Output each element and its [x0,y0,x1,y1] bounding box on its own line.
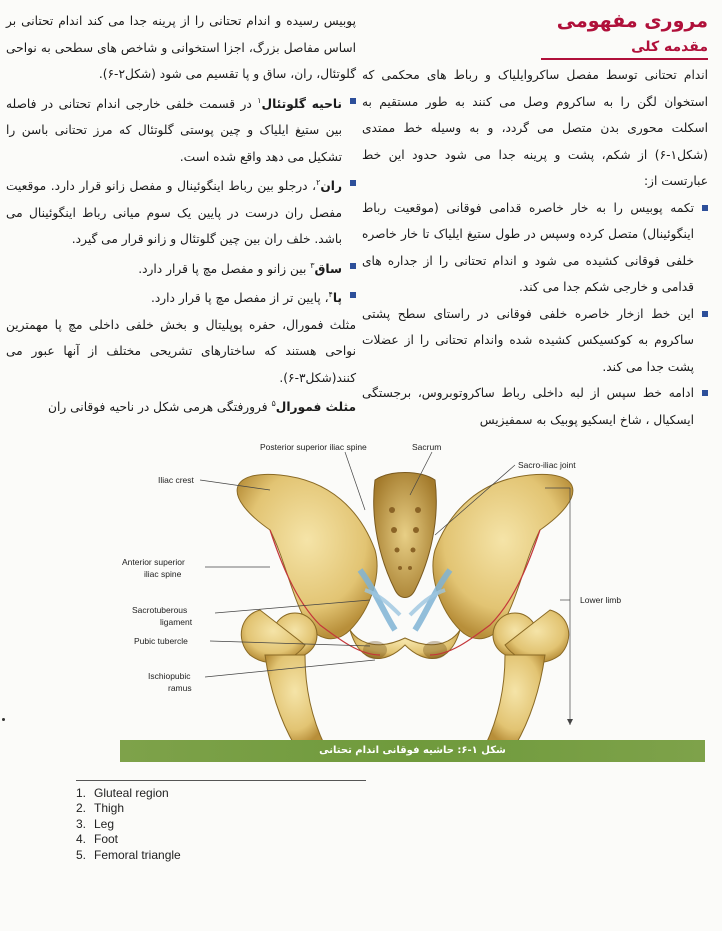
term-gluteal: ناحیه گلوتئال [261,96,342,111]
region-item-thigh [6,170,356,253]
label-asis-line1: Anterior superior [122,557,185,567]
continuation-paragraph: پوبیس رسیده و اندام تحتانی را از پرینه جدا می کند اندام تحتانی بر اساس مفاصل بزرگ، اجزا استخوانی و شاخص های سطحی به نواحی گلوتئال، ران، ساق و پا تقسیم می شود (شکل۲-۶). [6,14,356,81]
footnote-ref-3: ۳ [310,260,315,270]
footnote-ref-2: ۲ [316,178,321,188]
label-sacro-iliac-joint: Sacro-iliac joint [518,460,576,470]
term-leg: ساق [314,261,342,276]
label-sacrotuberous-line2: ligament [160,617,193,627]
pelvis-figure [120,440,705,746]
label-lower-limb: Lower limb [580,595,622,605]
label-posterior-superior-iliac-spine: Posterior superior iliac spine [260,442,367,452]
femoral-paragraph: مثلث فمورال، حفره پوپلیتال و بخش خلفی داخلی مچ پا مهمترین نواحی هستند که ساختارهای تشریحی مختلف از آنها عبور می کنند(شکل۳-۶). [6,317,356,385]
label-ischiopubic-line2: ramus [168,683,192,693]
right-column [362,8,708,433]
footnotes-list [76,786,181,863]
femoral-triangle-line [6,391,356,421]
margin-dot [2,718,5,721]
footnote-item: 4. Foot [76,832,119,847]
boundary-bullet-2: این خط ازخار خاصره خلفی فوقانی در راستای سطح پشتی ساکروم به کوکسیکس کشیده شده واندام تحتانی را از عضلات پشت جدا می کند. [362,301,708,381]
label-pubic-tubercle: Pubic tubercle [134,636,188,646]
region-item-gluteal [6,88,356,171]
region-item-foot [6,282,356,312]
region-text-gluteal: در قسمت خلفی خارجی اندام تحتانی در فاصله بین ستیغ ایلیاک و چین پوستی گلوتئال که مرز تحتانی باسن را تشکیل می دهد واقع شده است. [6,96,342,164]
femoral-triangle-text: فرورفتگی هرمی شکل در ناحیه فوقانی ران [48,400,272,415]
footnote-item: 5. Femoral triangle [76,847,181,862]
label-iliac-crest: Iliac crest [158,475,194,485]
footnote-item: 3. Leg [76,816,115,831]
region-item-leg [6,253,356,283]
footnote-item: 2. Thigh [76,801,125,816]
term-femoral-triangle: مثلث فمورال [275,400,356,415]
figure-caption: شکل ۱-۶: حاشیه فوقانی اندام تحتانی [319,745,506,756]
region-text-leg: بین زانو و مفصل مچ پا قرار دارد. [138,261,311,276]
term-foot: پا [332,291,342,306]
boundary-bullet-3: ادامه خط سپس از لبه داخلی رباط ساکروتوبروس، برجستگی ایسکیال ، شاخ ایسکیو پوبیک به سمفیزیس [362,380,708,433]
label-sacrum: Sacrum [412,442,442,452]
footnote-ref-4: ۴ [328,290,333,300]
left-column [6,8,356,421]
boundary-bullet-1: تکمه پوبیس را به خار خاصره قدامی فوقانی (موقعیت رباط اینگوئینال) متصل کرده وسپس در طول ستیغ ایلیاک تا خار خاصره خلفی فوقانی کشیده می شود و اندام تحتانی را از جداره های قدامی و خارجی شکم جدا می کند. [362,195,708,301]
pelvis-illustration [120,440,705,746]
label-ischiopubic-line1: Ischiopubic [148,671,191,681]
footnote-ref-1: ۱ [257,95,262,105]
page-title: مروری مفهومی [556,10,708,32]
region-text-foot: ، پایین تر از مفصل مچ پا قرار دارد. [150,291,329,306]
label-sacrotuberous-line1: Sacrotuberous [132,605,188,615]
footnote-item: 1. Gluteal region [76,786,169,800]
label-asis-line2: iliac spine [144,569,182,579]
footnote-divider [76,780,366,781]
term-thigh: ران [320,179,342,194]
region-text-thigh: ، درجلو بین رباط اینگوئینال و مفصل زانو قرار دارد. موقعیت مفصل ران درست در پایین یک سوم میانی رباط اینگوئینال می باشد. خلف ران بین چین گلوتئال و زانو قرار می گیرد. [6,179,342,247]
section-subtitle: مقدمه کلی [541,36,708,60]
intro-paragraph: اندام تحتانی توسط مفصل ساکروایلیاک و رباط های محکمی که استخوان لگن را به ساکروم وصل می کنند به طور مستقیم به اسکلت محوری بدن متصل می گردد، و به وسیله خط ممتدی (شکل۱-۶) از شکم، پشت و پرینه جدا می شود حدود این خط عبارتست از: [362,68,708,188]
footnote-ref-5: ۵ [271,399,276,409]
